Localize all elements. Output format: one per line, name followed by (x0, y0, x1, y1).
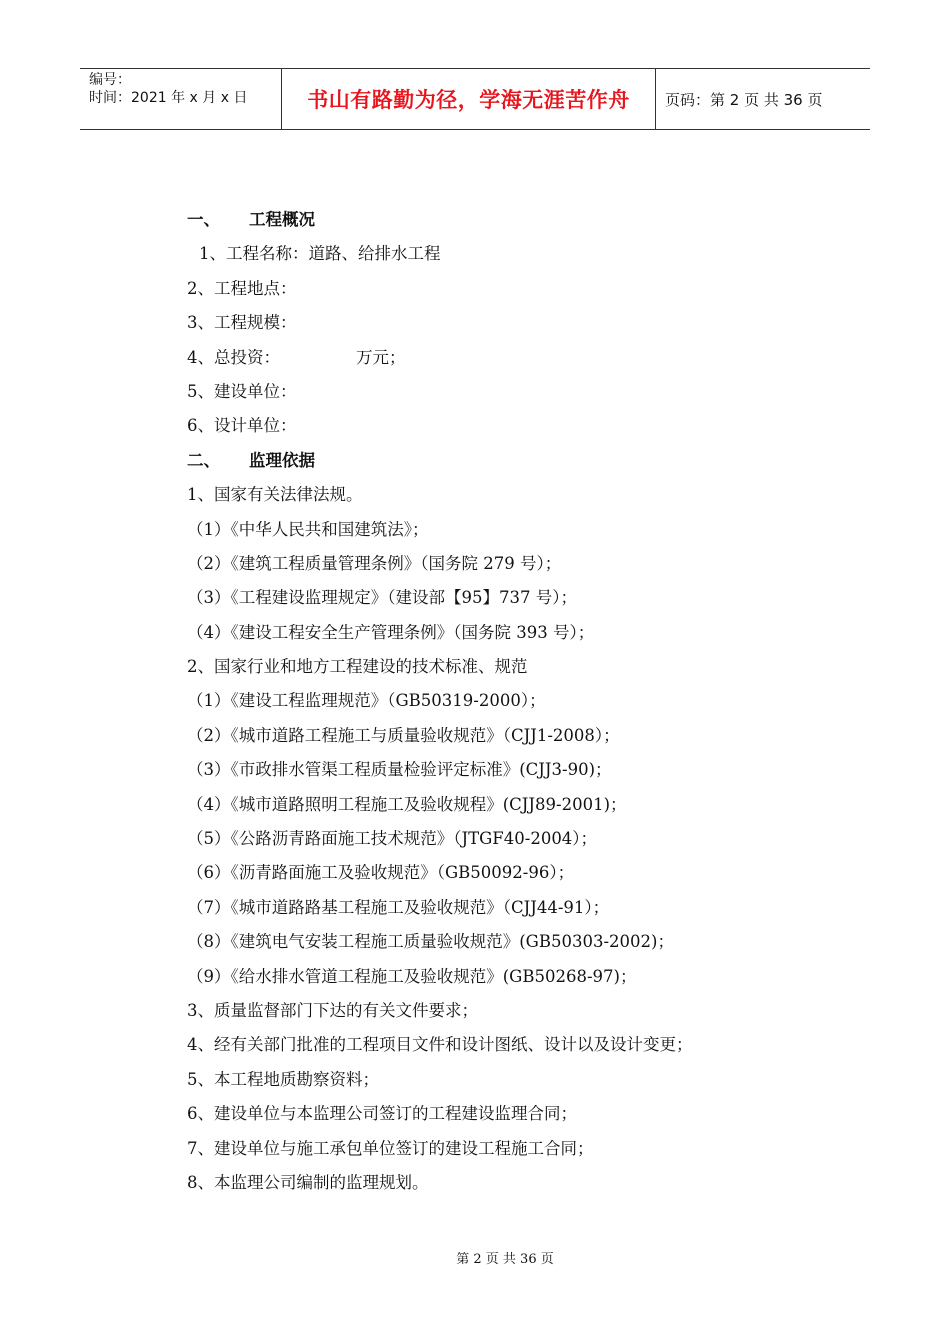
section-number: 一、 (187, 210, 220, 229)
standard-item: （8）《建筑电气安装工程施工质量验收规范》(GB50303-2002)； (187, 932, 674, 952)
standard-item: （4）《城市道路照明工程施工及验收规程》(CJJ89-2001)； (187, 794, 627, 814)
document-body (187, 203, 807, 1200)
section-heading (187, 203, 807, 237)
standard-item: （6）《沥青路面施工及验收规范》（GB50092-96）； (187, 863, 575, 883)
basis-item: 6、建设单位与本监理公司签订的工程建设监理合同； (187, 1104, 577, 1124)
standard-item: （5）《公路沥青路面施工技术规范》（JTGF40-2004）； (187, 829, 598, 849)
overview-item: 5、建设单位： (187, 381, 297, 401)
standard-item: （3）《市政排水管渠工程质量检验评定标准》(CJJ3-90)； (187, 760, 612, 780)
investment-label: 4、总投资： (187, 347, 280, 367)
basis-item: 4、经有关部门批准的工程项目文件和设计图纸、设计以及设计变更； (187, 1035, 693, 1055)
basis-item: 2、国家行业和地方工程建设的技术标准、规范 (187, 657, 528, 677)
standard-item: （1）《建设工程监理规范》（GB50319-2000）； (187, 691, 546, 711)
basis-item: 3、质量监督部门下达的有关文件要求； (187, 1000, 478, 1020)
basis-item: 8、本监理公司编制的监理规划。 (187, 1172, 429, 1192)
header-motto-cell (282, 69, 656, 129)
page-header (80, 68, 870, 130)
investment-unit: 万元； (356, 347, 406, 367)
number-label: 编号： (89, 72, 131, 88)
standard-item: （9）《给水排水管道工程施工及验收规范》(GB50268-97)； (187, 966, 637, 986)
header-meta-cell (80, 69, 282, 129)
page-footer (0, 1248, 950, 1267)
time-label: 时间：2021 年 x 月 x 日 (89, 90, 248, 106)
header-page-cell (656, 69, 870, 129)
overview-item: 3、工程规模： (187, 313, 297, 333)
section-number: 二、 (187, 450, 220, 470)
basis-item: 7、建设单位与施工承包单位签订的建设工程施工合同； (187, 1138, 594, 1158)
section-heading (187, 444, 807, 478)
section-title: 工程概况 (249, 210, 315, 229)
overview-item: 1、工程名称：道路、给排水工程 (199, 244, 441, 264)
law-item: （2）《建筑工程质量管理条例》（国务院 279 号）； (187, 553, 562, 573)
overview-item: 6、设计单位： (187, 416, 297, 436)
law-item: （4）《建设工程安全生产管理条例》（国务院 393 号）； (187, 622, 595, 642)
overview-item (187, 341, 807, 375)
standard-item: （2）《城市道路工程施工与质量验收规范》（CJJ1-2008）； (187, 725, 620, 745)
footer-page-number: 第 2 页 共 36 页 (456, 1252, 554, 1267)
overview-item: 2、工程地点： (187, 278, 297, 298)
section-title: 监理依据 (249, 450, 315, 470)
basis-item: 1、国家有关法律法规。 (187, 485, 363, 505)
motto: 书山有路勤为径，学海无涯苦作舟 (307, 88, 630, 112)
basis-item: 5、本工程地质勘察资料； (187, 1069, 379, 1089)
header-page-number: 页码：第 2 页 共 36 页 (665, 90, 823, 109)
law-item: （3）《工程建设监理规定》（建设部【95】737 号）； (187, 588, 577, 608)
law-item: （1）《中华人民共和国建筑法》； (187, 519, 429, 539)
standard-item: （7）《城市道路路基工程施工及验收规范》（CJJ44-91）； (187, 897, 610, 917)
